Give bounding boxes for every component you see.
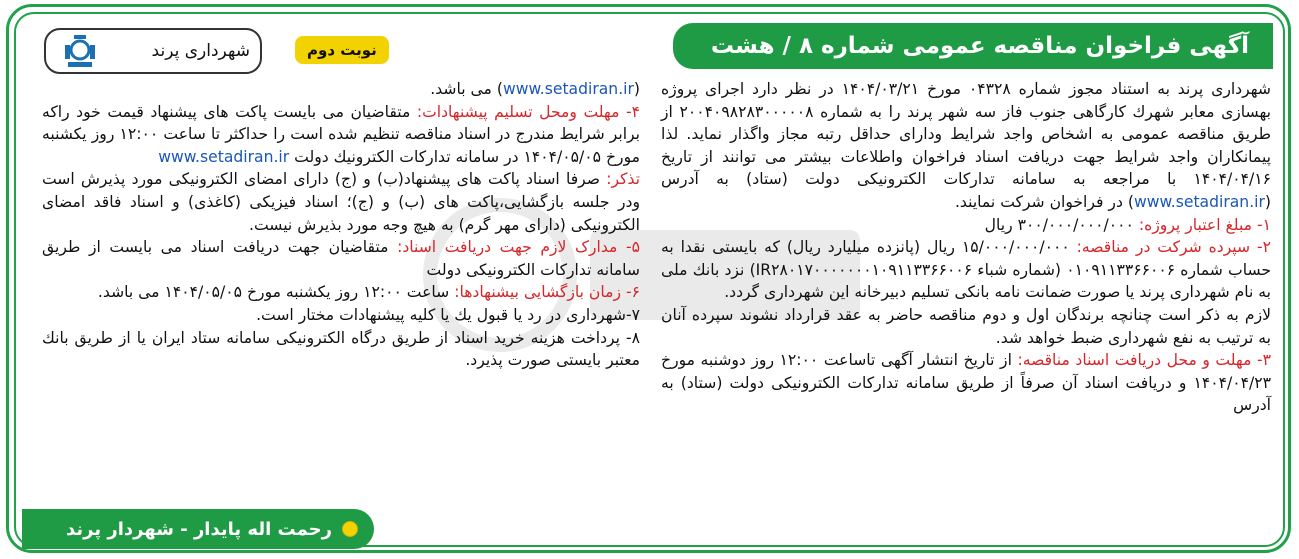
item-5-text: متقاضیان جهت دریافت اسناد می بایست از طریق سامانه تدارکات الکترونیکی دولت <box>42 238 640 279</box>
left-column <box>42 78 640 372</box>
signature-bar <box>22 509 374 549</box>
item-4-text: متقاضیان می بایست پاکت های پیشنهاد قیمت خود راكه برابر شرایط مندرج در اسناد مناقصه تنظیم شده است را حداكثر تا ساعت ۱۲:۰۰ روز یکشنبه مورخ ۱۴۰۴/۰۵/۰۵ در سامانه تداركات الكترونیك دولت <box>42 102 640 166</box>
bullet-dot-icon <box>342 521 358 537</box>
setad-link-3[interactable]: www.setadiran.ir <box>158 147 290 166</box>
item-6-heading: ۶- زمان بازگشایی بیشنهادها: <box>454 283 640 302</box>
item-5 <box>42 236 640 281</box>
title-bar <box>673 23 1273 69</box>
item-8: ۸- پرداخت هزینه خرید اسناد از طریق درگاه الكترونیكی سامانه ستاد ایران یا از طریق بانك معتبر بایستی صورت پذیرد. <box>42 328 640 370</box>
item-2 <box>661 236 1271 304</box>
setad-link-1[interactable]: www.setadiran.ir <box>1133 192 1265 211</box>
item-3-text: از تاریخ انتشار آگهی تاساعت ۱۲:۰۰ روز دوشنبه مورخ ۱۴۰۴/۰۴/۲۳ و دریافت اسناد آن صرفاً از طریق سامانه تدارکات الکترونیکی دولت (ستاد) به آدرس <box>661 351 1271 415</box>
item-6-text: ساعت ۱۲:۰۰ روز یکشنبه مورخ ۱۴۰۴/۰۵/۰۵ می باشد. <box>97 283 455 302</box>
item-5-heading: ۵- مدارک لازم جهت دریافت اسناد: <box>397 238 641 257</box>
intro-text: شهرداری پرند به استناد مجوز شماره ۰۴۳۲۸ مورخ ۱۴۰۴/۰۳/۲۱ در نظر دارد اجرای پروژه بهسازی معابر شهرك كارگاهی جنوب فاز سه شهر پرند را به شماره ۲۰۰۴۰۹۸۲۸۳۰۰۰۰۰۸ از طریق مناقصه عمومی به اشخاص واجد شرایط ودارای حداقل رتبه مجاز واگذار نماید. لذا پیمانکاران واجد شرایط جهت دریافت اسناد فراخوان واطلاعات بیشتر می توانند از تاریخ ۱۴۰۴/۰۴/۱۶ با مراجعه به سامانه تدارکات الکترونیکی دولت (ستاد) به آدرس ( <box>661 80 1271 211</box>
tip <box>42 168 640 236</box>
item-3 <box>661 349 1271 417</box>
item-6 <box>42 281 640 304</box>
item-1-text: ۳۰۰/۰۰۰/۰۰۰/۰۰۰ ریال <box>984 215 1139 234</box>
right-column <box>661 78 1271 417</box>
paren-open: ( <box>633 80 640 98</box>
signature-text: رحمت اله پایدار - شهردار پرند <box>66 518 332 540</box>
item-4-heading: ۴- مهلت ومحل تسلیم پیشنهادات: <box>416 102 640 121</box>
item-3-heading: ۳- مهلت و محل دریافت اسناد مناقصه: <box>1017 351 1271 370</box>
municipality-emblem-icon <box>60 33 100 69</box>
intro-end-text: ) در فراخوان شرکت نمایند. <box>954 192 1134 211</box>
item-1 <box>661 214 1271 237</box>
note-paragraph: لازم به ذكر است چنانچه برندگان اول و دوم مناقصه حاضر به عقد قرارداد نشوند سپرده آنان به ترتیب به نفع شهرداری ضبط خواهد شد. <box>661 305 1271 347</box>
item-7: ۷-شهرداری در رد یا قبول یك یا كلیه پیشنهادات مختار است. <box>256 305 640 324</box>
item-2-heading: ۲- سپرده شرکت در مناقصه: <box>1076 238 1271 257</box>
round-badge: نوبت دوم <box>295 36 389 64</box>
item-4 <box>42 101 640 169</box>
organization-box <box>44 28 262 74</box>
notice-title: آگهی فراخوان مناقصه عمومی شماره ۸ / هشت <box>710 33 1249 59</box>
intro-paragraph <box>661 78 1271 214</box>
tip-text: صرفا اسناد پاکت های پیشنهاد(ب) و (ج) دارای امضای الکترونیکی مورد پذیرش است ودر جلسه بازگشایی،پاکت های (ب) و (ج)؛ اسناد فیزیکی (کاغذی) و اسناد فاقد امضای الکترونیکی (دارای مهر گرم) به هیچ وجه مورد بذیرش نیست. <box>42 170 640 234</box>
item-2-text: ۱۵/۰۰۰/۰۰۰/۰۰۰ ریال (پانزده میلیارد ریال) که بایستی نقدا به حساب شماره ۰۱۰۹۱۱۳۳۶۶۰۰۶ (شماره شباء IR۲۸۰۱۷۰۰۰۰۰۰۰۱۰۹۱۱۳۳۶۶۰۰۶) نزد بانك ملی به نام شهرداری پرند یا صورت ضمانت نامه بانكی تسلیم دبیرخانه این شهرداری گردد. <box>661 238 1271 302</box>
organization-name: شهرداری پرند <box>151 41 250 61</box>
setad-link-2[interactable]: www.setadiran.ir <box>502 80 634 98</box>
item-1-heading: ۱- مبلغ اعتبار پروژه: <box>1138 215 1271 234</box>
tip-heading: تذکر: <box>606 170 640 189</box>
continuation-text: ) می باشد. <box>430 80 503 98</box>
continuation <box>42 78 640 101</box>
